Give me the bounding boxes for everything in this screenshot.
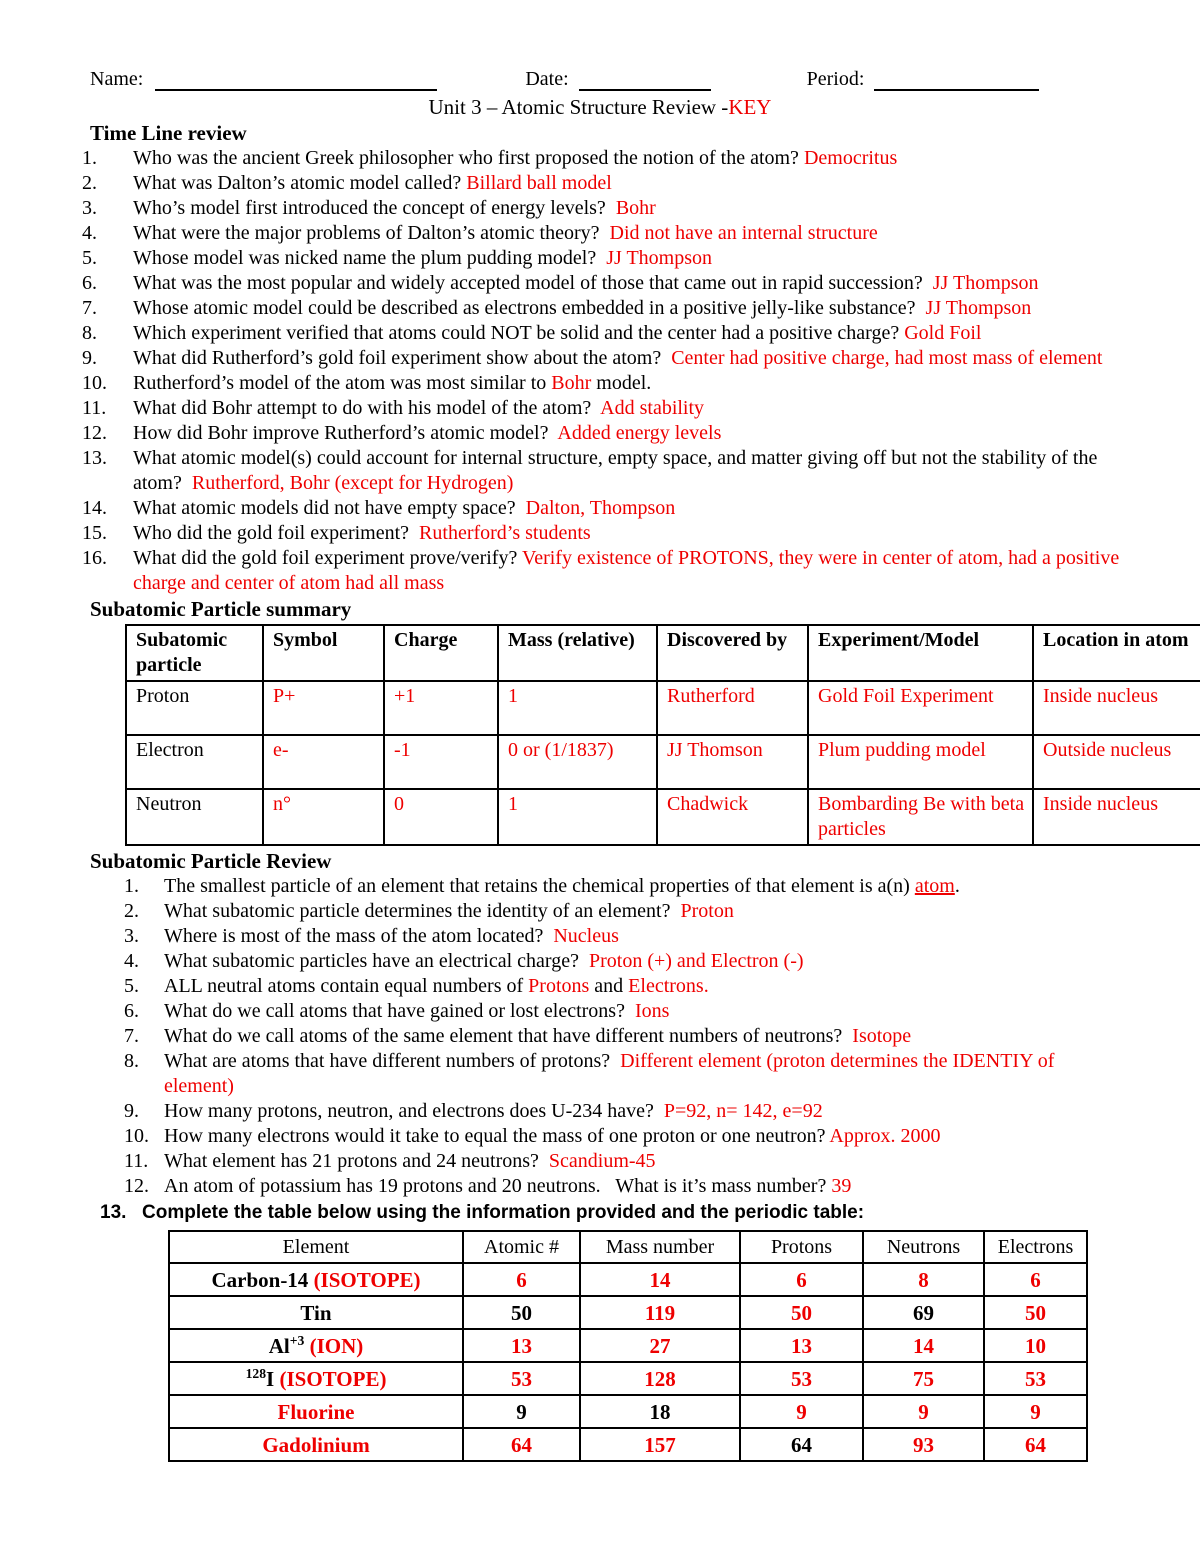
answer-text: Democritus [803, 147, 898, 169]
answer-text: Isotope [852, 1025, 912, 1047]
column-header: Mass number [580, 1231, 740, 1263]
question-number: 9. [82, 347, 97, 369]
question-item [82, 396, 1122, 421]
question-body [164, 974, 1124, 999]
question-number: 1. [82, 147, 97, 169]
question-body [164, 924, 1124, 949]
answer-cell: 64 [463, 1428, 580, 1461]
question-text: Tin [300, 1300, 332, 1325]
answer-cell: 64 [984, 1428, 1087, 1461]
question-text: How many electrons would it take to equal the mass of one proton or one neutron? [164, 1125, 830, 1147]
table-row [169, 1428, 1087, 1461]
question-item [124, 1099, 1124, 1124]
answer-cell: n° [263, 789, 384, 845]
page-title-text: Unit 3 – Atomic Structure Review - [428, 95, 729, 119]
question-text: Where is most of the mass of the atom located? [164, 925, 554, 947]
question-text: Complete the table below using the information provided and the periodic table: [142, 1202, 865, 1223]
question-body [164, 1124, 1124, 1149]
question-text: Whose model was nicked name the plum pudding model? [133, 247, 607, 269]
column-header: Symbol [263, 625, 384, 681]
answer-cell: 18 [580, 1395, 740, 1428]
answer-cell: 93 [863, 1428, 984, 1461]
question-item [124, 1124, 1124, 1149]
question-body [164, 1049, 1124, 1099]
answer-cell: e- [263, 735, 384, 789]
question-body [133, 396, 1122, 421]
answer-cell: 157 [580, 1428, 740, 1461]
answer-cell: 9 [984, 1395, 1087, 1428]
question-body [133, 496, 1122, 521]
question-body [133, 421, 1122, 446]
answer-cell: 6 [463, 1263, 580, 1296]
table-row [169, 1362, 1087, 1395]
answer-text: (ISOTOPE) [313, 1267, 421, 1292]
answer-cell: 50 [984, 1296, 1087, 1329]
question-body [164, 899, 1124, 924]
question-text: 128 [245, 1365, 267, 1381]
table-row [126, 735, 1200, 789]
table-row [126, 681, 1200, 735]
question-body [133, 296, 1122, 321]
question-text: ALL neutral atoms contain equal numbers of [164, 975, 529, 997]
review-heading: Subatomic Particle Review [90, 849, 332, 873]
answer-cell: 13 [463, 1329, 580, 1362]
answer-text: atom [914, 875, 955, 897]
question-body [133, 246, 1122, 271]
timeline-question-list [82, 146, 1125, 596]
date-blank-line [579, 69, 711, 91]
question-text: An atom of potassium has 19 protons and 20 neutrons. What is it’s mass number? [164, 1175, 832, 1197]
table-row [169, 1263, 1087, 1296]
question-item [124, 1174, 1124, 1199]
question-body [164, 949, 1124, 974]
column-header: Protons [740, 1231, 863, 1263]
date-label: Date: [525, 68, 569, 90]
question-text: Who’s model first introduced the concept of energy levels? [133, 197, 616, 219]
answer-text: JJ Thompson [606, 247, 712, 269]
question-body [133, 546, 1125, 596]
answer-cell: 50 [740, 1296, 863, 1329]
page-title-key: KEY [728, 95, 772, 119]
question-number: 3. [82, 197, 97, 219]
question-body [164, 999, 1124, 1024]
question-text: What do we call atoms that have gained or lost electrons? [164, 1000, 635, 1022]
column-header: Subatomic particle [126, 625, 263, 681]
question-text: What did Rutherford’s gold foil experiment show about the atom? [133, 347, 672, 369]
question-number: 10. [124, 1125, 149, 1147]
answer-cell: +1 [384, 681, 498, 735]
answer-cell: Inside nucleus [1033, 681, 1200, 735]
question-number: 5. [124, 975, 139, 997]
answer-text: Bohr [615, 197, 656, 219]
question-number: 13. [82, 447, 107, 469]
timeline-heading: Time Line review [90, 121, 247, 145]
question-text: +3 [289, 1332, 305, 1348]
question-number: 12. [82, 422, 107, 444]
question-item [124, 999, 1124, 1024]
question-text: What did the gold foil experiment prove/verify? [133, 547, 522, 569]
answer-text: Ions [634, 1000, 670, 1022]
question-text: What subatomic particles have an electrical charge? [164, 950, 589, 972]
question-body [133, 146, 1122, 171]
answer-cell: Outside nucleus [1033, 735, 1200, 789]
question-body [164, 1174, 1124, 1199]
answer-cell: Rutherford [657, 681, 808, 735]
question-item [82, 296, 1122, 321]
question-text: What were the major problems of Dalton’s atomic theory? [133, 222, 610, 244]
table-row [169, 1329, 1087, 1362]
question-item [82, 521, 1122, 546]
question-text: What was the most popular and widely accepted model of those that came out in rapid succession? [133, 272, 933, 294]
question-item [124, 1049, 1124, 1099]
question-item [124, 974, 1124, 999]
column-header: Electrons [984, 1231, 1087, 1263]
answer-text: 39 [831, 1175, 852, 1197]
question-number: 10. [82, 372, 107, 394]
question-text: I [266, 1366, 280, 1391]
answer-text: Rutherford’s students [419, 522, 591, 544]
answer-text: Billard ball model [466, 172, 612, 194]
question-text: Who did the gold foil experiment? [133, 522, 420, 544]
answer-text: Rutherford, Bohr (except for Hydrogen) [191, 472, 514, 494]
question-text: Whose atomic model could be described as electrons embedded in a positive jelly-like substance? [133, 297, 926, 319]
question-body [164, 874, 1124, 899]
answer-text: Verify existence of PROTONS, they were in center of atom, had a positive charge and center of atom had all mass [133, 547, 1125, 594]
question-number: 4. [124, 950, 139, 972]
question-item [82, 146, 1122, 171]
question-item [82, 246, 1122, 271]
answer-cell: Bombarding Be with beta particles [808, 789, 1033, 845]
question-body [133, 221, 1122, 246]
answer-text: P=92, n= 142, e=92 [663, 1100, 823, 1122]
answer-text: Proton [680, 900, 734, 922]
element-name-cell [169, 1395, 463, 1428]
question-text: model. [591, 372, 652, 394]
element-name-cell [169, 1296, 463, 1329]
answer-cell: 53 [740, 1362, 863, 1395]
answer-text: Center had positive charge, had most mass of element [671, 347, 1103, 369]
question-number: 2. [82, 172, 97, 194]
question-text: Al [268, 1333, 290, 1358]
answer-cell: 9 [863, 1395, 984, 1428]
question-body [133, 171, 1122, 196]
question-item [82, 421, 1122, 446]
question-text: What subatomic particle determines the identity of an element? [164, 900, 681, 922]
question-number: 8. [124, 1050, 139, 1072]
question-item [124, 924, 1124, 949]
column-header: Location in atom [1033, 625, 1200, 681]
answer-text: JJ Thompson [932, 272, 1039, 294]
table-row [169, 1296, 1087, 1329]
question-number: 2. [124, 900, 139, 922]
particle-name-cell: Electron [126, 735, 263, 789]
column-header: Element [169, 1231, 463, 1263]
question-text: . [954, 875, 960, 897]
question-number: 3. [124, 925, 139, 947]
question-body [133, 196, 1122, 221]
question-text: What are atoms that have different numbers of protons? [164, 1050, 621, 1072]
question-number: 7. [124, 1025, 139, 1047]
element-name-cell [169, 1428, 463, 1461]
answer-cell: JJ Thomson [657, 735, 808, 789]
question-body [164, 1149, 1124, 1174]
question-item [124, 899, 1124, 924]
question-body [133, 371, 1122, 396]
page-title [0, 94, 1200, 120]
question-number: 11. [124, 1150, 149, 1172]
answer-text: Gadolinium [262, 1432, 370, 1457]
question-text: Rutherford’s model of the atom was most similar to [133, 372, 552, 394]
answer-text: (ISOTOPE) [279, 1366, 387, 1391]
question-number: 5. [82, 247, 97, 269]
question-text: What element has 21 protons and 24 neutrons? [164, 1150, 549, 1172]
answer-cell: 128 [580, 1362, 740, 1395]
column-header: Atomic # [463, 1231, 580, 1263]
summary-heading: Subatomic Particle summary [90, 597, 352, 621]
question-text: What atomic model(s) could account for internal structure, empty space, and matter giving off but not the stability of the atom? [133, 447, 1103, 494]
question-item [82, 171, 1122, 196]
answer-cell: 53 [463, 1362, 580, 1395]
answer-text: Electrons. [628, 975, 709, 997]
question-number: 6. [82, 272, 97, 294]
question-text: and [589, 975, 629, 997]
answer-text: JJ Thompson [925, 297, 1032, 319]
answer-text: Proton (+) and Electron (-) [588, 950, 804, 972]
review-item-13 [100, 1199, 1100, 1226]
answer-cell: 50 [463, 1296, 580, 1329]
answer-cell: 69 [863, 1296, 984, 1329]
element-name-cell [169, 1263, 463, 1296]
answer-text: Fluorine [277, 1399, 355, 1424]
answer-cell: 14 [863, 1329, 984, 1362]
element-fill-table [168, 1230, 1088, 1462]
answer-text: Add stability [600, 397, 705, 419]
answer-cell: 27 [580, 1329, 740, 1362]
answer-cell: Chadwick [657, 789, 808, 845]
question-number: 15. [82, 522, 107, 544]
question-number: 9. [124, 1100, 139, 1122]
question-item [82, 221, 1122, 246]
answer-cell: 53 [984, 1362, 1087, 1395]
question-item [124, 874, 1124, 899]
question-text: What was Dalton’s atomic model called? [133, 172, 467, 194]
particle-name-cell: Proton [126, 681, 263, 735]
table-row [169, 1395, 1087, 1428]
question-text: What did Bohr attempt to do with his model of the atom? [133, 397, 601, 419]
column-header: Mass (relative) [498, 625, 657, 681]
answer-cell: 8 [863, 1263, 984, 1296]
question-number: 13. [100, 1202, 127, 1223]
answer-text: (ION) [304, 1333, 364, 1358]
question-text: The smallest particle of an element that retains the chemical properties of that element is a(n) [164, 875, 915, 897]
answer-text: Nucleus [553, 925, 619, 947]
column-header: Experiment/Model [808, 625, 1033, 681]
question-number: 12. [124, 1175, 149, 1197]
period-blank-line [874, 69, 1039, 91]
question-text: Carbon-14 [211, 1267, 314, 1292]
answer-text: Different element (proton determines the IDENTIY of element) [164, 1050, 1060, 1097]
question-number: 16. [82, 547, 107, 569]
question-number: 4. [82, 222, 97, 244]
answer-cell: 9 [463, 1395, 580, 1428]
period-label: Period: [806, 68, 865, 90]
element-name-cell [169, 1362, 463, 1395]
answer-text: Did not have an internal structure [609, 222, 878, 244]
question-number: 11. [82, 397, 107, 419]
question-text: What atomic models did not have empty space? [133, 497, 526, 519]
question-text: How many protons, neutron, and electrons does U-234 have? [164, 1100, 664, 1122]
column-header: Discovered by [657, 625, 808, 681]
table-row [126, 789, 1200, 845]
question-body [133, 446, 1122, 496]
subatomic-summary-table [125, 624, 1200, 846]
answer-text: Protons [528, 975, 590, 997]
header-fillin-row [90, 0, 1115, 91]
question-number: 8. [82, 322, 97, 344]
answer-cell: -1 [384, 735, 498, 789]
question-item [124, 949, 1124, 974]
question-body [133, 346, 1122, 371]
question-item [124, 1149, 1124, 1174]
question-number: 1. [124, 875, 139, 897]
answer-cell: 13 [740, 1329, 863, 1362]
element-name-cell [169, 1329, 463, 1362]
question-item [82, 196, 1122, 221]
question-item [82, 271, 1122, 296]
answer-cell: 0 [384, 789, 498, 845]
answer-cell: 0 or (1/1837) [498, 735, 657, 789]
answer-cell: 75 [863, 1362, 984, 1395]
answer-text: Scandium-45 [548, 1150, 656, 1172]
question-text: What do we call atoms of the same element that have different numbers of neutrons? [164, 1025, 853, 1047]
table-header-row [169, 1231, 1087, 1263]
column-header: Neutrons [863, 1231, 984, 1263]
answer-cell: 6 [740, 1263, 863, 1296]
name-blank-line [155, 69, 437, 91]
question-item [82, 321, 1122, 346]
question-body [164, 1024, 1124, 1049]
answer-cell: Gold Foil Experiment [808, 681, 1033, 735]
review-question-list [124, 874, 1124, 1199]
answer-cell: P+ [263, 681, 384, 735]
question-text: Which experiment verified that atoms could NOT be solid and the center had a positive charge? [133, 322, 905, 344]
answer-cell: 14 [580, 1263, 740, 1296]
question-body [164, 1099, 1124, 1124]
question-number: 6. [124, 1000, 139, 1022]
question-body [133, 321, 1122, 346]
answer-text: Gold Foil [904, 322, 982, 344]
answer-cell: 64 [740, 1428, 863, 1461]
answer-cell: 1 [498, 789, 657, 845]
answer-cell: 1 [498, 681, 657, 735]
question-item [82, 546, 1125, 596]
answer-text: Added energy levels [557, 422, 722, 444]
question-item [82, 346, 1122, 371]
answer-cell: 119 [580, 1296, 740, 1329]
answer-text: Approx. 2000 [829, 1125, 941, 1147]
question-text: Who was the ancient Greek philosopher who first proposed the notion of the atom? [133, 147, 804, 169]
answer-cell: 10 [984, 1329, 1087, 1362]
question-item [82, 446, 1122, 496]
question-body [133, 271, 1122, 296]
answer-cell: 9 [740, 1395, 863, 1428]
question-body [133, 521, 1122, 546]
question-item [82, 496, 1122, 521]
column-header: Charge [384, 625, 498, 681]
question-number: 7. [82, 297, 97, 319]
name-label: Name: [90, 68, 144, 90]
question-item [124, 1024, 1124, 1049]
particle-name-cell: Neutron [126, 789, 263, 845]
table-header-row [126, 625, 1200, 681]
answer-text: Dalton, Thompson [525, 497, 676, 519]
answer-cell: Inside nucleus [1033, 789, 1200, 845]
question-text: How did Bohr improve Rutherford’s atomic model? [133, 422, 558, 444]
question-number: 14. [82, 497, 107, 519]
answer-cell: 6 [984, 1263, 1087, 1296]
answer-text: Bohr [551, 372, 592, 394]
answer-cell: Plum pudding model [808, 735, 1033, 789]
question-item [82, 371, 1122, 396]
